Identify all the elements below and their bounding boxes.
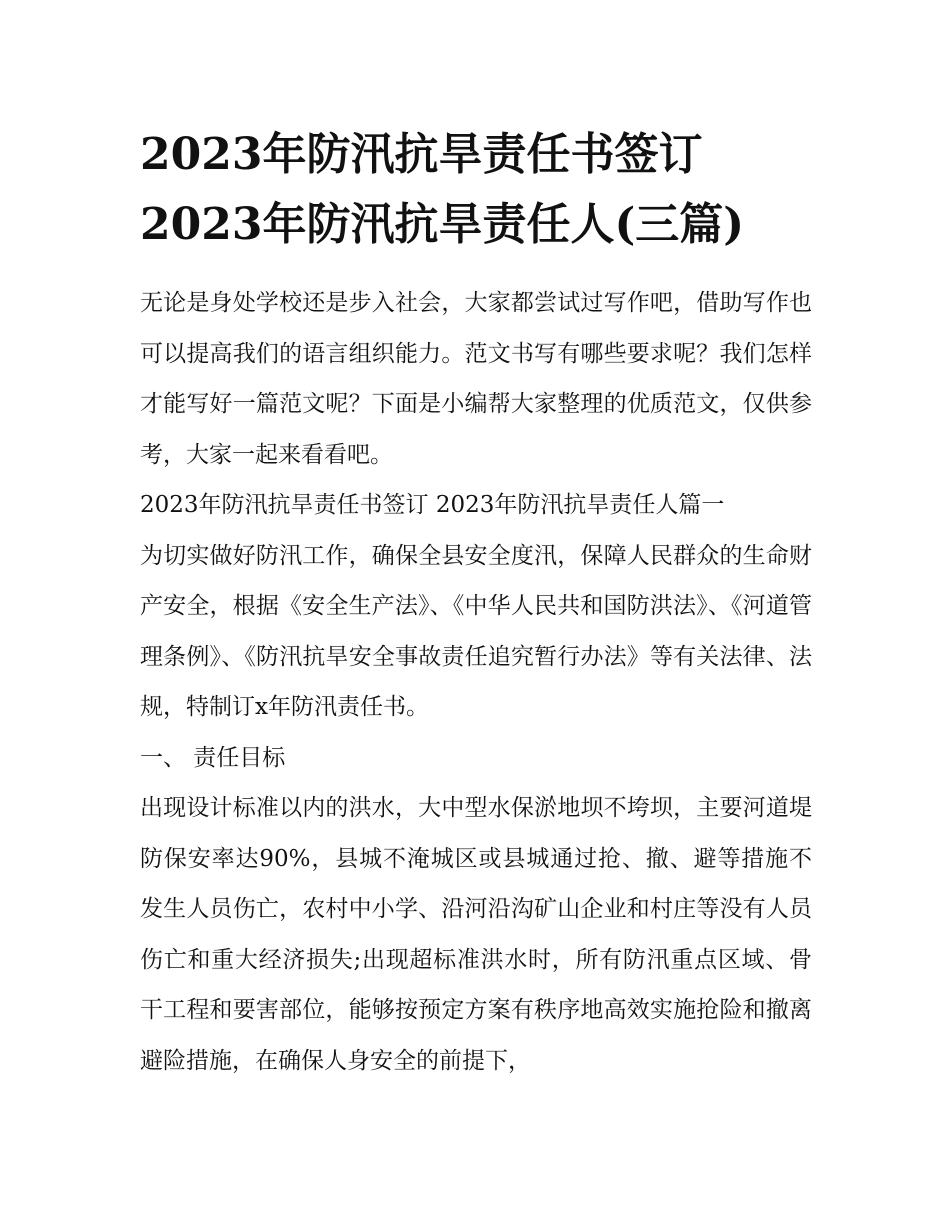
body-paragraph-goal: 出现设计标准以内的洪水，大中型水保淤地坝不垮坝，主要河道堤防保安率达90%，县城不淹城区或县城通过抢、撤、避等措施不发生人员伤亡，农村中小学、沿河沿沟矿山企业和村庄等没有人员伤亡和重大经济损失;出现超标准洪水时，所有防汛重点区域、骨干工程和要害部位，能够按预定方案有秩序地高效实施抢险和撤离避险措施，在确保人身安全的前提下，	[140, 795, 812, 1074]
document-title	[140, 120, 812, 260]
body-paragraph-purpose: 为切实做好防汛工作，确保全县安全度汛，保障人民群众的生命财产安全，根据《安全生产法》、《中华人民共和国防洪法》、《河道管理条例》、《防汛抗旱安全事故责任追究暂行办法》等有关法律、法规，特制订x年防汛责任书。	[140, 542, 812, 720]
title-line-2: 2023年防汛抗旱责任人(三篇)	[140, 199, 745, 250]
section-heading: 2023年防汛抗旱责任书签订 2023年防汛抗旱责任人篇一	[140, 492, 725, 518]
subheading-responsibility-goal: 一、 责任目标	[140, 744, 286, 771]
document-page	[140, 120, 812, 1086]
title-line-1: 2023年防汛抗旱责任书签订	[140, 129, 703, 180]
intro-paragraph: 无论是身处学校还是步入社会，大家都尝试过写作吧，借助写作也可以提高我们的语言组织能力。范文书写有哪些要求呢？我们怎样才能写好一篇范文呢？下面是小编帮大家整理的优质范文，仅供参考，大家一起来看看吧。	[140, 290, 812, 468]
